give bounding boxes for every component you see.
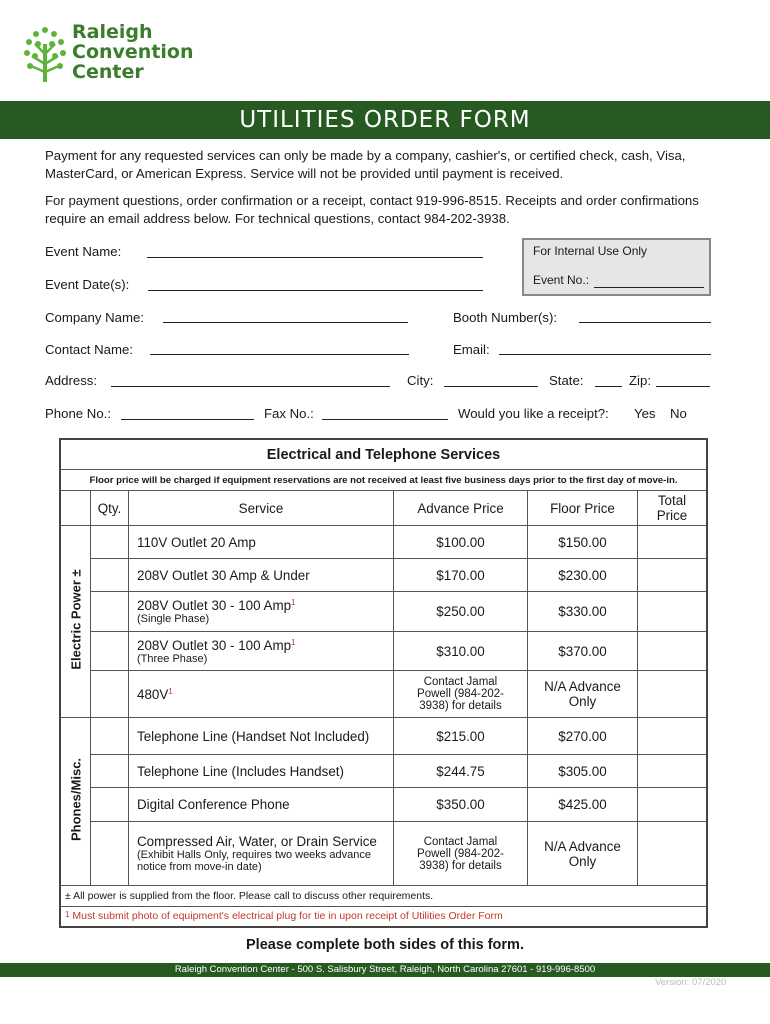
service-cell: Telephone Line (Includes Handset): [129, 755, 394, 788]
advance-price-header: Advance Price: [394, 491, 528, 526]
logo-line-2: Convention: [72, 41, 194, 63]
power-footnote: ± All power is supplied from the floor. Please call to discuss other requirements.: [61, 886, 706, 907]
service-cell: [129, 632, 394, 671]
floor-price-cell: $370.00: [528, 632, 638, 671]
advance-price-cell: $310.00: [394, 632, 528, 671]
company-name-label: Company Name:: [45, 310, 144, 325]
email-field[interactable]: [499, 354, 711, 355]
qty-input[interactable]: [91, 755, 129, 788]
zip-field[interactable]: [656, 386, 710, 387]
group-header-blank: [61, 491, 91, 526]
event-no-label: Event No.:: [533, 273, 590, 287]
receipt-question: Would you like a receipt?:: [458, 406, 609, 421]
service-cell: [129, 671, 394, 718]
contact-name-field[interactable]: [150, 354, 409, 355]
advance-price-cell: $170.00: [394, 559, 528, 592]
logo-line-1: Raleigh: [72, 21, 153, 43]
qty-input[interactable]: [91, 718, 129, 755]
qty-input[interactable]: [91, 822, 129, 886]
qty-input[interactable]: [91, 671, 129, 718]
service-subtext: (Exhibit Halls Only, requires two weeks advance notice from move-in date): [137, 849, 371, 873]
receipt-yes-option[interactable]: Yes: [634, 406, 656, 421]
floor-price-cell: N/A Advance Only: [528, 671, 638, 718]
company-name-field[interactable]: [163, 322, 408, 323]
advance-price-cell: $100.00: [394, 526, 528, 559]
total-price-input[interactable]: [638, 559, 706, 592]
tree-logo-icon: [22, 24, 68, 82]
floor-price-cell: $305.00: [528, 755, 638, 788]
phones-misc-group: [61, 718, 91, 886]
event-dates-field[interactable]: [148, 290, 483, 291]
qty-input[interactable]: [91, 559, 129, 592]
total-price-input[interactable]: [638, 718, 706, 755]
electric-power-group: [61, 526, 91, 718]
advance-price-cell: $244.75: [394, 755, 528, 788]
service-name: Compressed Air, Water, or Drain Service: [137, 834, 377, 849]
booth-numbers-field[interactable]: [579, 322, 711, 323]
footnote-marker: 1: [65, 910, 70, 919]
electric-power-group-label: Electric Power ±: [68, 569, 84, 670]
service-name: 208V Outlet 30 - 100 Amp: [137, 637, 292, 653]
event-dates-label: Event Date(s):: [45, 277, 130, 292]
footnote-marker: 1: [291, 598, 296, 607]
service-subtext: (Three Phase): [137, 652, 208, 665]
service-cell: 110V Outlet 20 Amp: [129, 526, 394, 559]
phone-label: Phone No.:: [45, 406, 111, 421]
fax-label: Fax No.:: [264, 406, 314, 421]
footer-bar: [0, 963, 770, 977]
internal-use-box: [522, 238, 711, 296]
total-price-input[interactable]: [638, 632, 706, 671]
floor-price-cell: $270.00: [528, 718, 638, 755]
logo-wordmark: [72, 22, 194, 82]
total-price-input[interactable]: [638, 822, 706, 886]
footnote-marker: 1: [291, 637, 296, 647]
qty-header: Qty.: [91, 491, 129, 526]
service-cell: 208V Outlet 30 Amp & Under: [129, 559, 394, 592]
fax-field[interactable]: [322, 419, 448, 420]
advance-price-cell: Contact Jamal Powell (984-202-3938) for details: [394, 822, 528, 886]
service-name: 208V Outlet 30 - 100 Amp: [137, 598, 292, 613]
service-cell: [129, 822, 394, 886]
state-field[interactable]: [595, 386, 622, 387]
service-header: Service: [129, 491, 394, 526]
service-name: 480V: [137, 686, 169, 702]
table-title: Electrical and Telephone Services: [61, 440, 706, 470]
photo-footnote-text: Must submit photo of equipment's electrical plug for tie in upon receipt of Utilities Order Form: [72, 910, 503, 922]
total-price-input[interactable]: [638, 592, 706, 632]
floor-price-cell: $330.00: [528, 592, 638, 632]
complete-both-sides-note: Please complete both sides of this form.: [246, 937, 524, 953]
footnote-marker: 1: [168, 686, 173, 696]
contact-paragraph: For payment questions, order confirmation or a receipt, contact 919-996-8515. Receipts and order confirmations require an email address below. For technical questions, contact 984-202-3938.: [45, 193, 699, 226]
advance-price-cell: $215.00: [394, 718, 528, 755]
phones-misc-group-label: Phones/Misc.: [68, 757, 84, 842]
logo-line-3: Center: [72, 61, 144, 83]
internal-use-title: For Internal Use Only: [533, 244, 648, 258]
event-no-field[interactable]: [594, 287, 704, 288]
service-cell: [129, 592, 394, 632]
qty-input[interactable]: [91, 592, 129, 632]
total-price-header: Total Price: [638, 491, 706, 526]
total-price-input[interactable]: [638, 526, 706, 559]
qty-input[interactable]: [91, 526, 129, 559]
floor-price-notice: Floor price will be charged if equipment reservations are not received at least five business days prior to the first day of move-in.: [61, 470, 706, 491]
zip-label: Zip:: [629, 373, 651, 388]
footer-address: Raleigh Convention Center - 500 S. Salisbury Street, Raleigh, North Carolina 27601 - 919-996-8500: [174, 964, 596, 975]
advance-price-cell: Contact Jamal Powell (984-202-3938) for details: [394, 671, 528, 718]
floor-price-cell: $425.00: [528, 788, 638, 822]
event-name-field[interactable]: [147, 257, 483, 258]
payment-paragraph: Payment for any requested services can only be made by a company, cashier's, or certified check, cash, Visa, MasterCard, or American Express. Service will not be provided until payment is received.: [45, 148, 686, 181]
city-label: City:: [407, 373, 434, 388]
address-field[interactable]: [111, 386, 390, 387]
service-subtext: (Single Phase): [137, 613, 210, 625]
advance-price-cell: $250.00: [394, 592, 528, 632]
event-name-label: Event Name:: [45, 244, 122, 259]
address-label: Address:: [45, 373, 98, 388]
receipt-no-option[interactable]: No: [670, 406, 687, 421]
qty-input[interactable]: [91, 788, 129, 822]
photo-footnote: [61, 907, 706, 926]
email-label: Email:: [453, 342, 490, 357]
floor-price-cell: $150.00: [528, 526, 638, 559]
floor-price-cell: $230.00: [528, 559, 638, 592]
qty-input[interactable]: [91, 632, 129, 671]
advance-price-cell: $350.00: [394, 788, 528, 822]
service-cell: Telephone Line (Handset Not Included): [129, 718, 394, 755]
total-price-input[interactable]: [638, 671, 706, 718]
services-table: [59, 438, 708, 928]
version-label: Version: 07/2020: [655, 977, 727, 988]
title-bar: [0, 101, 770, 139]
floor-price-header: Floor Price: [528, 491, 638, 526]
page-title: UTILITIES ORDER FORM: [239, 107, 531, 133]
floor-price-cell: N/A Advance Only: [528, 822, 638, 886]
contact-name-label: Contact Name:: [45, 342, 133, 357]
state-label: State:: [549, 373, 584, 388]
service-cell: Digital Conference Phone: [129, 788, 394, 822]
total-price-input[interactable]: [638, 788, 706, 822]
booth-numbers-label: Booth Number(s):: [453, 310, 558, 325]
total-price-input[interactable]: [638, 755, 706, 788]
city-field[interactable]: [444, 386, 538, 387]
phone-field[interactable]: [121, 419, 254, 420]
